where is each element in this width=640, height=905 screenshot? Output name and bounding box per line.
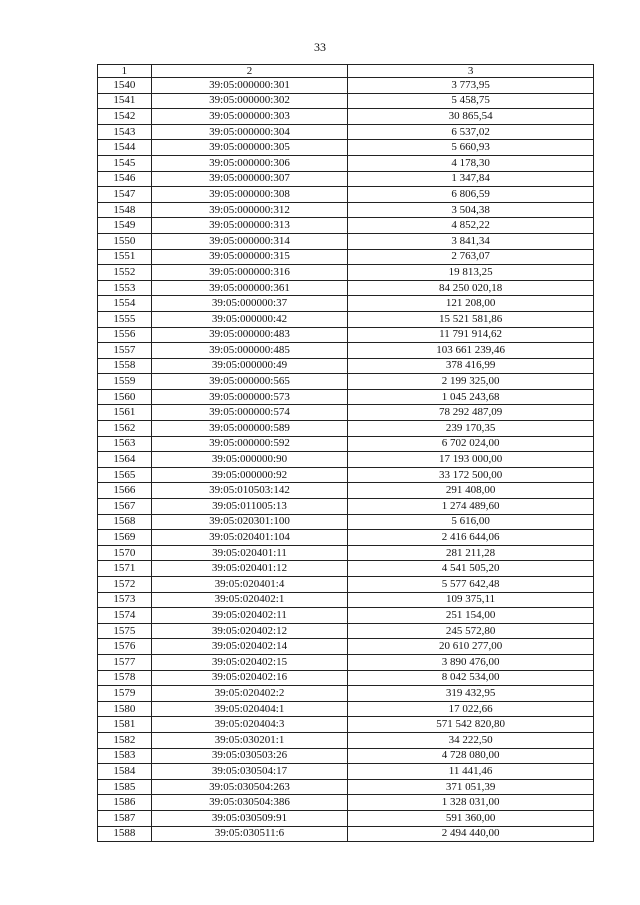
- cadastral-number-cell: 39:05:000000:42: [151, 311, 347, 327]
- cadastral-number-cell: 39:05:000000:303: [151, 109, 347, 125]
- table-row: [98, 717, 594, 733]
- row-number-cell: 1544: [98, 140, 152, 156]
- cadastral-number-cell: 39:05:030504:386: [151, 795, 347, 811]
- table-row: [98, 561, 594, 577]
- row-number-cell: 1558: [98, 358, 152, 374]
- cadastral-number-cell: 39:05:000000:483: [151, 327, 347, 343]
- row-number-cell: 1580: [98, 701, 152, 717]
- row-number-cell: 1548: [98, 202, 152, 218]
- table-row: [98, 654, 594, 670]
- row-number-cell: 1553: [98, 280, 152, 296]
- value-cell: 121 208,00: [348, 296, 594, 312]
- row-number-cell: 1570: [98, 545, 152, 561]
- value-cell: 2 416 644,06: [348, 530, 594, 546]
- value-cell: 239 170,35: [348, 421, 594, 437]
- row-number-cell: 1578: [98, 670, 152, 686]
- table-row: [98, 545, 594, 561]
- row-number-cell: 1579: [98, 686, 152, 702]
- cadastral-number-cell: 39:05:030511:6: [151, 826, 347, 842]
- table-row: [98, 233, 594, 249]
- row-number-cell: 1552: [98, 265, 152, 281]
- value-cell: 319 432,95: [348, 686, 594, 702]
- row-number-cell: 1555: [98, 311, 152, 327]
- value-cell: 3 773,95: [348, 78, 594, 94]
- table-row: [98, 436, 594, 452]
- row-number-cell: 1586: [98, 795, 152, 811]
- table-row: [98, 592, 594, 608]
- cadastral-number-cell: 39:05:000000:574: [151, 405, 347, 421]
- value-cell: 2 494 440,00: [348, 826, 594, 842]
- table-row: [98, 280, 594, 296]
- cadastral-number-cell: 39:05:000000:301: [151, 78, 347, 94]
- column-header: 3: [348, 65, 594, 78]
- row-number-cell: 1543: [98, 124, 152, 140]
- row-number-cell: 1577: [98, 654, 152, 670]
- cadastral-number-cell: 39:05:020402:16: [151, 670, 347, 686]
- table-row: [98, 810, 594, 826]
- value-cell: 5 577 642,48: [348, 577, 594, 593]
- row-number-cell: 1571: [98, 561, 152, 577]
- table-row: [98, 608, 594, 624]
- cadastral-number-cell: 39:05:000000:37: [151, 296, 347, 312]
- value-cell: 8 042 534,00: [348, 670, 594, 686]
- table-row: [98, 140, 594, 156]
- value-cell: 17 022,66: [348, 701, 594, 717]
- cadastral-number-cell: 39:05:020402:15: [151, 654, 347, 670]
- table-row: [98, 483, 594, 499]
- cadastral-number-cell: 39:05:000000:306: [151, 155, 347, 171]
- row-number-cell: 1582: [98, 732, 152, 748]
- table-row: [98, 358, 594, 374]
- cadastral-number-cell: 39:05:000000:314: [151, 233, 347, 249]
- row-number-cell: 1587: [98, 810, 152, 826]
- table-row: [98, 109, 594, 125]
- value-cell: 1 347,84: [348, 171, 594, 187]
- row-number-cell: 1565: [98, 467, 152, 483]
- table-row: [98, 124, 594, 140]
- cadastral-number-cell: 39:05:000000:49: [151, 358, 347, 374]
- cadastral-number-cell: 39:05:000000:361: [151, 280, 347, 296]
- table-row: [98, 670, 594, 686]
- row-number-cell: 1561: [98, 405, 152, 421]
- table-row: [98, 93, 594, 109]
- cadastral-number-cell: 39:05:020402:2: [151, 686, 347, 702]
- cadastral-number-cell: 39:05:030504:263: [151, 779, 347, 795]
- row-number-cell: 1569: [98, 530, 152, 546]
- table-row: [98, 265, 594, 281]
- table-row: [98, 452, 594, 468]
- cadastral-number-cell: 39:05:000000:315: [151, 249, 347, 265]
- row-number-cell: 1566: [98, 483, 152, 499]
- cadastral-number-cell: 39:05:000000:313: [151, 218, 347, 234]
- value-cell: 6 806,59: [348, 187, 594, 203]
- value-cell: 1 328 031,00: [348, 795, 594, 811]
- cadastral-number-cell: 39:05:020401:11: [151, 545, 347, 561]
- value-cell: 4 728 080,00: [348, 748, 594, 764]
- value-cell: 30 865,54: [348, 109, 594, 125]
- value-cell: 20 610 277,00: [348, 639, 594, 655]
- row-number-cell: 1574: [98, 608, 152, 624]
- row-number-cell: 1554: [98, 296, 152, 312]
- value-cell: 245 572,80: [348, 623, 594, 639]
- row-number-cell: 1568: [98, 514, 152, 530]
- value-cell: 11 791 914,62: [348, 327, 594, 343]
- value-cell: 571 542 820,80: [348, 717, 594, 733]
- cadastral-number-cell: 39:05:000000:90: [151, 452, 347, 468]
- value-cell: 281 211,28: [348, 545, 594, 561]
- cadastral-number-cell: 39:05:000000:308: [151, 187, 347, 203]
- page-number: 33: [314, 40, 326, 54]
- column-header: 1: [98, 65, 152, 78]
- value-cell: 6 702 024,00: [348, 436, 594, 452]
- value-cell: 15 521 581,86: [348, 311, 594, 327]
- row-number-cell: 1563: [98, 436, 152, 452]
- table-row: [98, 779, 594, 795]
- row-number-cell: 1549: [98, 218, 152, 234]
- value-cell: 1 045 243,68: [348, 389, 594, 405]
- value-cell: 3 890 476,00: [348, 654, 594, 670]
- table-row: [98, 795, 594, 811]
- table-row: [98, 171, 594, 187]
- cadastral-number-cell: 39:05:000000:573: [151, 389, 347, 405]
- value-cell: 291 408,00: [348, 483, 594, 499]
- table-row: [98, 623, 594, 639]
- row-number-cell: 1583: [98, 748, 152, 764]
- row-number-cell: 1588: [98, 826, 152, 842]
- cadastral-number-cell: 39:05:000000:305: [151, 140, 347, 156]
- table-body: [98, 78, 594, 842]
- table-row: [98, 639, 594, 655]
- cadastral-number-cell: 39:05:000000:592: [151, 436, 347, 452]
- table-row: [98, 499, 594, 515]
- table-row: [98, 467, 594, 483]
- table-row: [98, 78, 594, 94]
- value-cell: 5 458,75: [348, 93, 594, 109]
- row-number-cell: 1576: [98, 639, 152, 655]
- row-number-cell: 1585: [98, 779, 152, 795]
- value-cell: 3 841,34: [348, 233, 594, 249]
- cadastral-number-cell: 39:05:020301:100: [151, 514, 347, 530]
- table-row: [98, 311, 594, 327]
- cadastral-number-cell: 39:05:020401:104: [151, 530, 347, 546]
- table-row: [98, 577, 594, 593]
- cadastral-number-cell: 39:05:030509:91: [151, 810, 347, 826]
- cadastral-number-cell: 39:05:020401:4: [151, 577, 347, 593]
- row-number-cell: 1546: [98, 171, 152, 187]
- row-number-cell: 1573: [98, 592, 152, 608]
- table-row: [98, 187, 594, 203]
- cadastral-number-cell: 39:05:010503:142: [151, 483, 347, 499]
- row-number-cell: 1556: [98, 327, 152, 343]
- value-cell: 84 250 020,18: [348, 280, 594, 296]
- table-row: [98, 514, 594, 530]
- value-cell: 2 199 325,00: [348, 374, 594, 390]
- value-cell: 4 541 505,20: [348, 561, 594, 577]
- table-row: [98, 405, 594, 421]
- value-cell: 4 178,30: [348, 155, 594, 171]
- table-row: [98, 732, 594, 748]
- cadastral-number-cell: 39:05:000000:307: [151, 171, 347, 187]
- cadastral-number-cell: 39:05:000000:312: [151, 202, 347, 218]
- table-row: [98, 343, 594, 359]
- value-cell: 5 616,00: [348, 514, 594, 530]
- value-cell: 3 504,38: [348, 202, 594, 218]
- row-number-cell: 1567: [98, 499, 152, 515]
- table-row: [98, 374, 594, 390]
- cadastral-number-cell: 39:05:020401:12: [151, 561, 347, 577]
- cadastral-number-cell: 39:05:020402:14: [151, 639, 347, 655]
- value-cell: 109 375,11: [348, 592, 594, 608]
- table-row: [98, 218, 594, 234]
- row-number-cell: 1557: [98, 343, 152, 359]
- row-number-cell: 1575: [98, 623, 152, 639]
- row-number-cell: 1547: [98, 187, 152, 203]
- table-row: [98, 296, 594, 312]
- value-cell: 11 441,46: [348, 764, 594, 780]
- value-cell: 17 193 000,00: [348, 452, 594, 468]
- row-number-cell: 1551: [98, 249, 152, 265]
- table-row: [98, 421, 594, 437]
- row-number-cell: 1559: [98, 374, 152, 390]
- value-cell: 2 763,07: [348, 249, 594, 265]
- value-cell: 78 292 487,09: [348, 405, 594, 421]
- table-row: [98, 530, 594, 546]
- table-row: [98, 764, 594, 780]
- table-row: [98, 249, 594, 265]
- cadastral-number-cell: 39:05:000000:485: [151, 343, 347, 359]
- cadastral-number-cell: 39:05:000000:92: [151, 467, 347, 483]
- value-cell: 1 274 489,60: [348, 499, 594, 515]
- table-header-row: [98, 65, 594, 78]
- row-number-cell: 1560: [98, 389, 152, 405]
- table-row: [98, 748, 594, 764]
- table-row: [98, 826, 594, 842]
- cadastral-number-cell: 39:05:011005:13: [151, 499, 347, 515]
- cadastral-number-cell: 39:05:000000:565: [151, 374, 347, 390]
- data-table: [97, 64, 594, 842]
- cadastral-number-cell: 39:05:020402:11: [151, 608, 347, 624]
- value-cell: 19 813,25: [348, 265, 594, 281]
- cadastral-number-cell: 39:05:000000:316: [151, 265, 347, 281]
- cadastral-number-cell: 39:05:000000:302: [151, 93, 347, 109]
- table-row: [98, 389, 594, 405]
- row-number-cell: 1572: [98, 577, 152, 593]
- cadastral-number-cell: 39:05:030504:17: [151, 764, 347, 780]
- table-row: [98, 202, 594, 218]
- value-cell: 4 852,22: [348, 218, 594, 234]
- value-cell: 34 222,50: [348, 732, 594, 748]
- row-number-cell: 1550: [98, 233, 152, 249]
- row-number-cell: 1542: [98, 109, 152, 125]
- row-number-cell: 1564: [98, 452, 152, 468]
- column-header: 2: [151, 65, 347, 78]
- table-row: [98, 327, 594, 343]
- cadastral-number-cell: 39:05:020404:3: [151, 717, 347, 733]
- row-number-cell: 1584: [98, 764, 152, 780]
- row-number-cell: 1562: [98, 421, 152, 437]
- cadastral-number-cell: 39:05:030201:1: [151, 732, 347, 748]
- row-number-cell: 1581: [98, 717, 152, 733]
- table-row: [98, 155, 594, 171]
- table-row: [98, 686, 594, 702]
- cadastral-number-cell: 39:05:020402:1: [151, 592, 347, 608]
- value-cell: 33 172 500,00: [348, 467, 594, 483]
- row-number-cell: 1540: [98, 78, 152, 94]
- cadastral-number-cell: 39:05:000000:589: [151, 421, 347, 437]
- value-cell: 371 051,39: [348, 779, 594, 795]
- row-number-cell: 1541: [98, 93, 152, 109]
- cadastral-number-cell: 39:05:030503:26: [151, 748, 347, 764]
- cadastral-number-cell: 39:05:020404:1: [151, 701, 347, 717]
- value-cell: 103 661 239,46: [348, 343, 594, 359]
- row-number-cell: 1545: [98, 155, 152, 171]
- value-cell: 378 416,99: [348, 358, 594, 374]
- value-cell: 5 660,93: [348, 140, 594, 156]
- cadastral-number-cell: 39:05:000000:304: [151, 124, 347, 140]
- cadastral-number-cell: 39:05:020402:12: [151, 623, 347, 639]
- value-cell: 6 537,02: [348, 124, 594, 140]
- value-cell: 591 360,00: [348, 810, 594, 826]
- table-row: [98, 701, 594, 717]
- value-cell: 251 154,00: [348, 608, 594, 624]
